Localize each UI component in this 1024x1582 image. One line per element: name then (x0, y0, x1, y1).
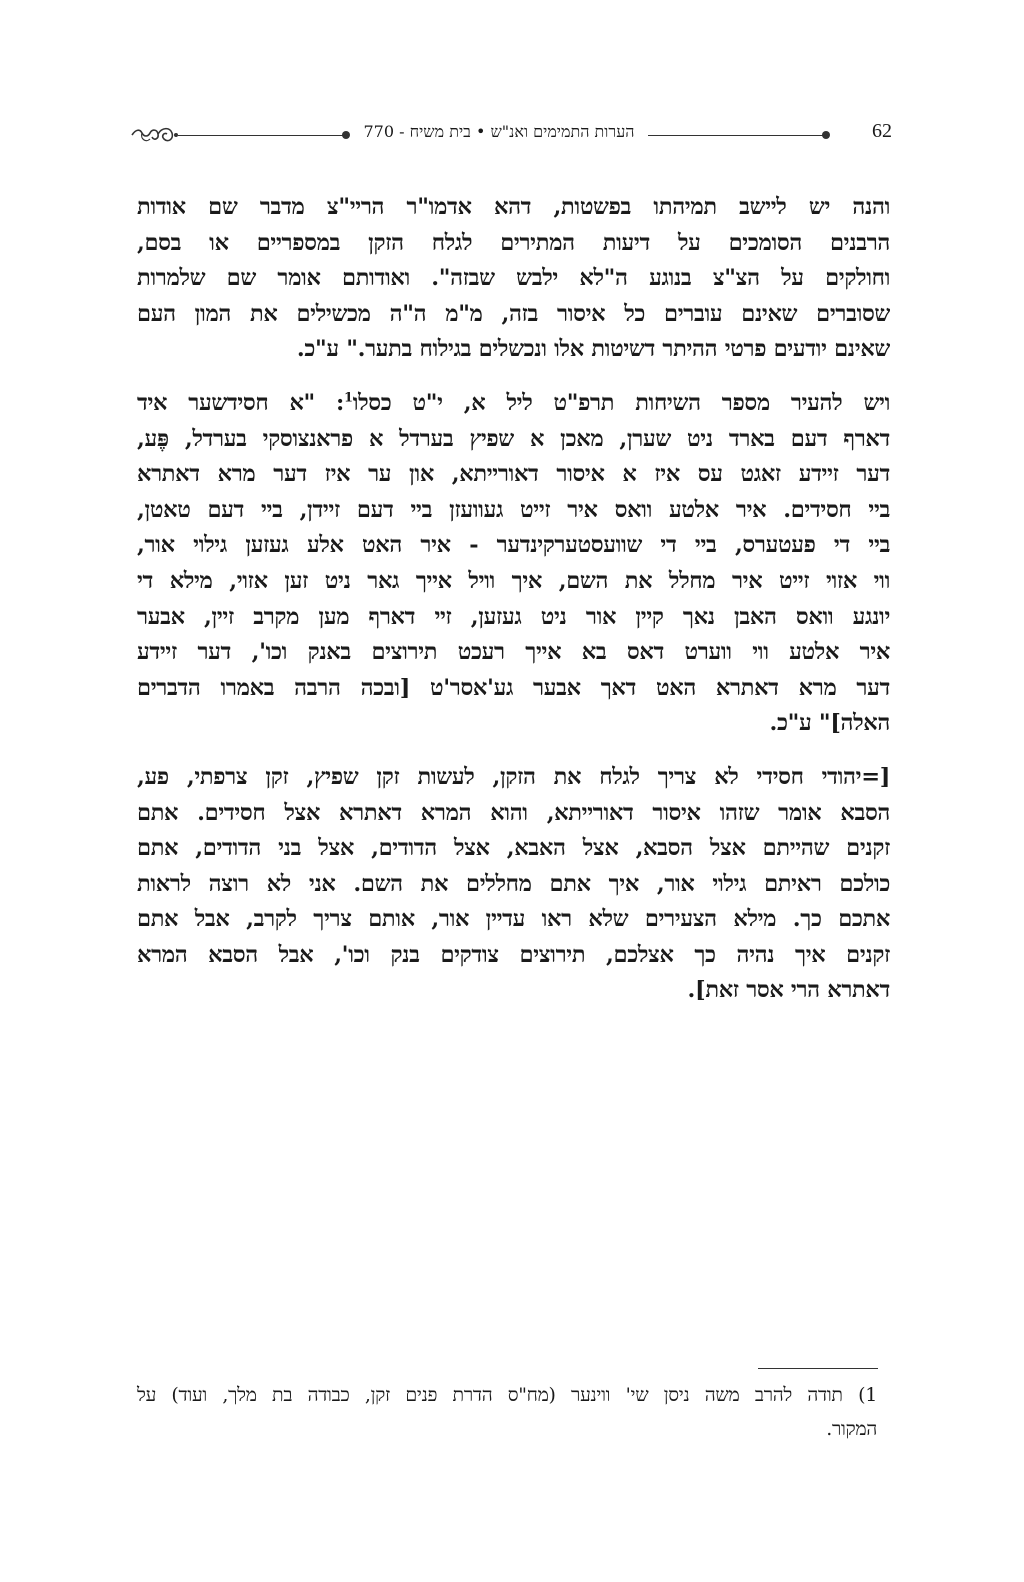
text-line: שסוברים שאינם עוברים כל איסור בזה, מ"מ ה"ה מכשילים את המון העם (137, 300, 890, 327)
text-line: זקנים איך נהיה כך אצלכם, תירוצים צודקים בנק וכו', אבל הסבא המרא (137, 941, 890, 968)
text-line: דער מרא דאתרא האט דאך אבער גע'אסר'ט [ובכה הרבה באמרו הדברים (137, 674, 890, 701)
footnote-line: המקור. (826, 1418, 877, 1440)
text-line: האלה]" ע"כ. (769, 710, 890, 737)
header-rule-left (178, 135, 346, 136)
text-line: והנה יש ליישב תמיהתו בפשטות, דהא אדמו"ר הריי"צ מדבר שם אודות (137, 194, 890, 220)
footnotes (137, 1378, 877, 1446)
header-rule-right (648, 135, 826, 136)
text-line-start: ויש להעיר מספר השיחות תרפ"ט ליל א, י"ט כסלו (352, 389, 890, 416)
text-line: דארף דעם בארד ניט שערן, מאכן א שפיץ בערדל א פראנצוסקי בערדל, פֶּע, (137, 425, 890, 452)
text-line: דער זיידע זאגט עס איז א איסור דאורייתא, און ער איז דער מרא דאתרא (137, 461, 890, 488)
running-header (130, 118, 892, 152)
text-line (137, 386, 890, 422)
fleuron-ornament-icon (130, 123, 180, 147)
paragraph-3 (137, 760, 890, 1009)
text-line: אתכם כך. מילא הצעירים שלא ראו עדיין אור, אותם צריך לקרב, אבל אתם (137, 906, 890, 933)
text-line-end: : "א חסידשער איד (137, 389, 344, 416)
text-line: ווי אזוי זייט איר מחלל את השם, איך וויל אייך גאר ניט זען אזוי, מילא די (137, 567, 890, 594)
header-dot-right (822, 131, 830, 139)
running-title: הערות התמימים ואנ"ש • בית משיח - 770 (363, 122, 635, 141)
header-dot-left (342, 131, 350, 139)
footnote-separator (758, 1368, 878, 1369)
main-text (137, 190, 890, 1027)
footnote-reference[interactable]: 1 (344, 390, 353, 406)
text-line: איר אלטע ווי ווערט דאס בא אייך רעכט תירוצים באנק וכו', דער זיידע (137, 639, 890, 666)
paragraph-2 (137, 386, 890, 742)
text-line: שאינם יודעים פרטי ההיתר דשיטות אלו ונכשלים בגילוח בתער." ע"כ. (296, 336, 890, 363)
text-line: דאתרא הרי אסר זאת]. (687, 977, 890, 1004)
text-line: ביי די פעטערס, ביי די שוועסטערקינדער - איר האט אלע געזען גילוי אור, (137, 532, 890, 559)
footnote-1 (137, 1378, 877, 1446)
footnote-line: 1) תודה להרב משה ניסן שי' ווינער (מח"ס הדרת פנים זקן, כבודה בת מלך, ועוד) על (137, 1384, 877, 1406)
text-line: כולכם ראיתם גילוי אור, איך אתם מחללים את השם. אני לא רוצה לראות (137, 870, 890, 897)
text-line: וחולקים על הצ"צ בנוגע ה"לא ילבש שבזה". ואודותם אומר שם שלמרות (137, 265, 890, 292)
paragraph-1 (137, 190, 890, 368)
text-line: ביי חסידים. איר אלטע וואס איר זייט געוועזן ביי דעם זיידן, ביי דעם טאטן, (137, 496, 890, 523)
text-line: זקנים שהייתם אצל הסבא, אצל האבא, אצל הדודים, אצל בני הדודים, אתם (137, 835, 890, 862)
text-line: הסבא אומר שזהו איסור דאורייתא, והוא המרא דאתרא אצל חסידים. אתם (137, 799, 890, 826)
text-line: הרבנים הסומכים על דיעות המתירים לגלח הזקן במספריים או בסם, (137, 229, 890, 256)
text-line: [=יהודי חסידי לא צריך לגלח את הזקן, לעשות זקן שפיץ, זקן צרפתי, פע, (137, 763, 890, 790)
text-line: יונגע וואס האבן נאך קיין אור ניט געזען, זיי דארף מען מקרב זיין, אבער (137, 603, 890, 630)
page-number: 62 (872, 120, 892, 142)
